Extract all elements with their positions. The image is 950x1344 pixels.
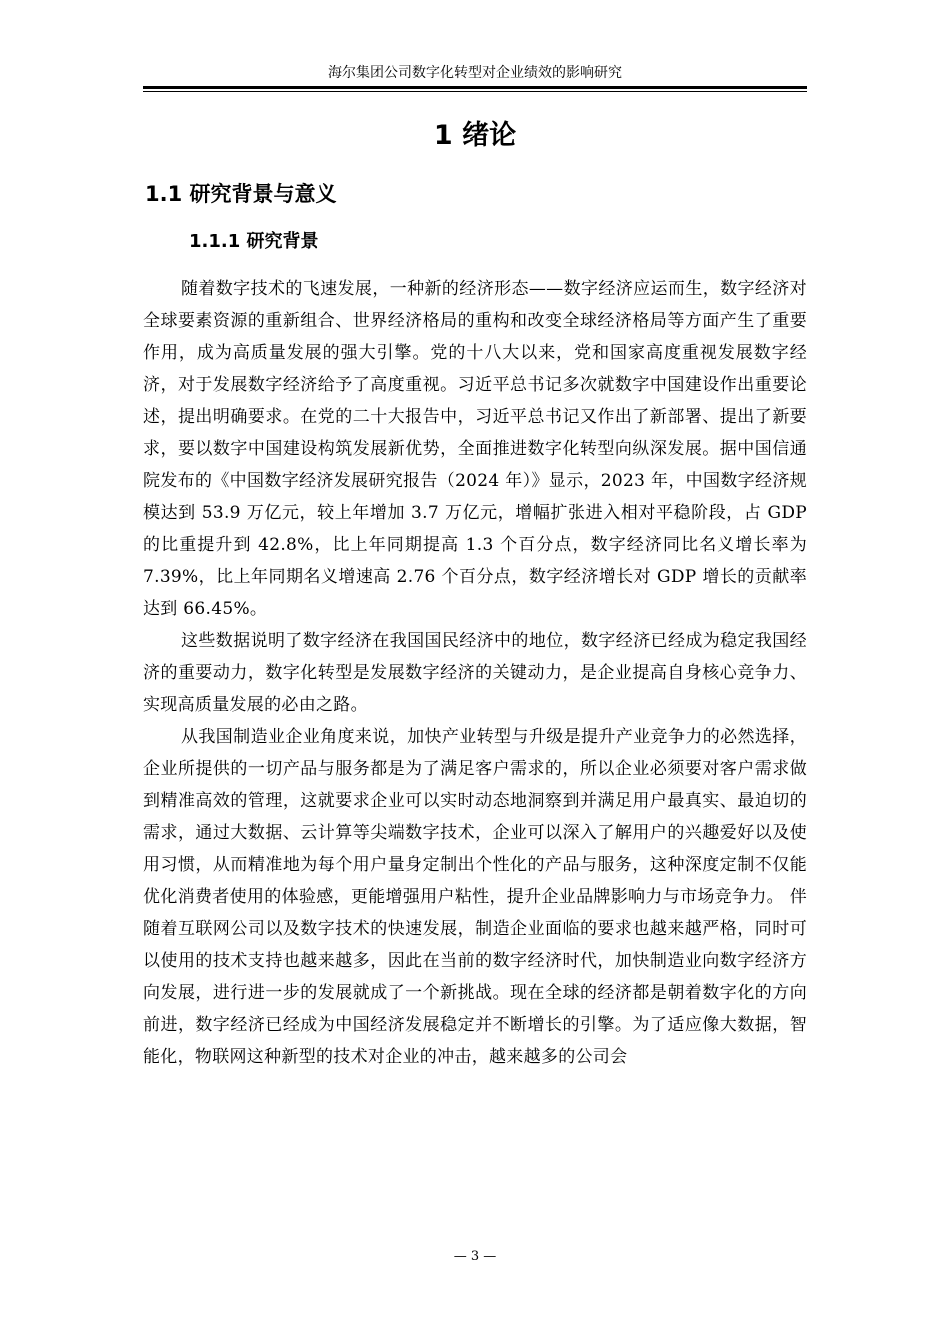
- section-title: 1.1 研究背景与意义: [145, 182, 337, 206]
- page-number: — 3 —: [453, 1249, 497, 1264]
- running-header: 海尔集团公司数字化转型对企业绩效的影响研究: [328, 65, 622, 81]
- body-text: [143, 273, 807, 1073]
- header-rule-thin: [143, 91, 807, 92]
- paragraph: 这些数据说明了数字经济在我国国民经济中的地位，数字经济已经成为稳定我国经济的重要动力，数字化转型是发展数字经济的关键动力，是企业提高自身核心竞争力、实现高质量发展的必由之路。: [143, 631, 807, 715]
- paragraph: 从我国制造业企业角度来说，加快产业转型与升级是提升产业竞争力的必然选择，企业所提供的一切产品与服务都是为了满足客户需求的，所以企业必须要对客户需求做到精准高效的管理，这就要求企业可以实时动态地洞察到并满足用户最真实、最迫切的需求，通过大数据、云计算等尖端数字技术，企业可以深入了解用户的兴趣爱好以及使用习惯，从而精准地为每个用户量身定制出个性化的产品与服务，这种深度定制不仅能优化消费者使用的体验感，更能增强用户粘性，提升企业品牌影响力与市场竞争力。 伴随着互联网公司以及数字技术的快速发展，制造企业面临的要求也越来越严格，同时可以使用的技术支持也越来越多，因此在当前的数字经济时代，加快制造业向数字经济方向发展，进行进一步的发展就成了一个新挑战。现在全球的经济都是朝着数字化的方向前进，数字经济已经成为中国经济发展稳定并不断增长的引擎。为了适应像大数据，智能化，物联网这种新型的技术对企业的冲击，越来越多的公司会: [143, 727, 807, 1067]
- header-rule-thick: [143, 86, 807, 89]
- subsection-title: 1.1.1 研究背景: [189, 231, 319, 252]
- chapter-title: 1 绪论: [433, 120, 517, 151]
- paragraph: 随着数字技术的飞速发展，一种新的经济形态——数字经济应运而生，数字经济对全球要素资源的重新组合、世界经济格局的重构和改变全球经济格局等方面产生了重要作用，成为高质量发展的强大引擎。党的十八大以来，党和国家高度重视发展数字经济，对于发展数字经济给予了高度重视。习近平总书记多次就数字中国建设作出重要论述，提出明确要求。在党的二十大报告中，习近平总书记又作出了新部署、提出了新要求，要以数字中国建设构筑发展新优势，全面推进数字化转型向纵深发展。据中国信通院发布的《中国数字经济发展研究报告（2024 年）》显示，2023 年，中国数字经济规模达到 53.9 万亿元，较上年增加 3.7 万亿元，增幅扩张进入相对平稳阶段，占 GDP 的比重提升到 42.8%，比上年同期提高 1.3 个百分点，数字经济同比名义增长率为 7.39%，比上年同期名义增速高 2.76 个百分点，数字经济增长对 GDP 增长的贡献率达到 66.45%。: [143, 279, 807, 619]
